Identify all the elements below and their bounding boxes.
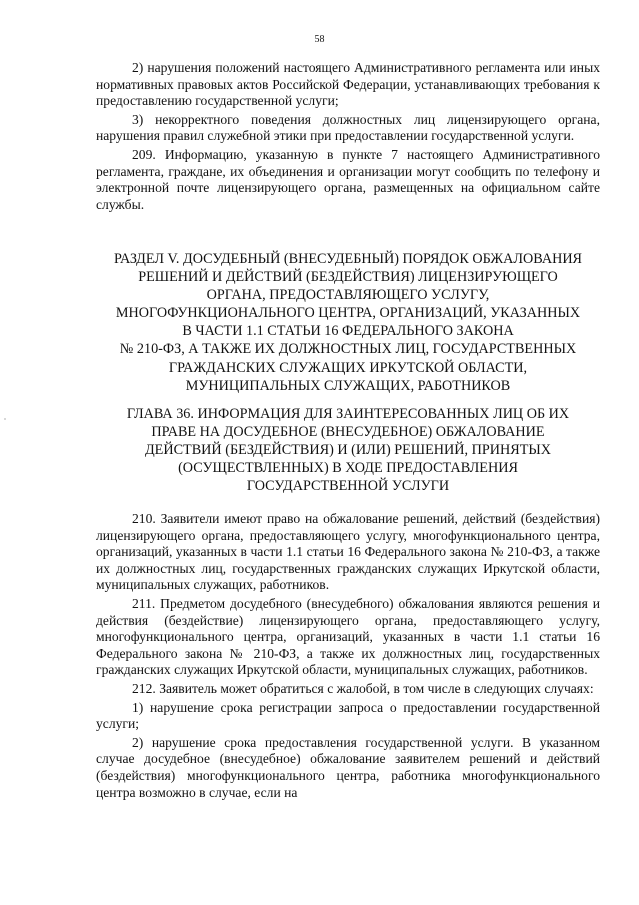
section-heading [96,250,600,395]
section-heading-line: МУНИЦИПАЛЬНЫХ СЛУЖАЩИХ, РАБОТНИКОВ [185,377,511,394]
paragraph-212-item-1: 1) нарушение срока регистрации запроса о предоставлении государственной услуги; [96,699,600,732]
chapter-heading-line: ГОСУДАРСТВЕННОЙ УСЛУГИ [246,478,450,495]
section-heading-line: РАЗДЕЛ V. ДОСУДЕБНЫЙ (ВНЕСУДЕБНЫЙ) ПОРЯДОК ОБЖАЛОВАНИЯ [113,251,583,267]
section-heading-line: ГРАЖДАНСКИХ СЛУЖАЩИХ ИРКУТСКОЙ ОБЛАСТИ, [168,359,528,376]
paragraph-212: 212. Заявитель может обратиться с жалобой, в том числе в следующих случаях: [132,680,594,696]
chapter-heading-line: ДЕЙСТВИЙ (БЕЗДЕЙСТВИЯ) И (ИЛИ) РЕШЕНИЙ, ПРИНЯТЫХ [145,442,551,459]
paragraph-item-2: 2) нарушения положений настоящего Административного регламента или иных нормативных правовых актов Российской Федерации, устанавливающих требования к предоставлению государственной услуги; [96,60,600,109]
section-heading-line: МНОГОФУНКЦИОНАЛЬНОГО ЦЕНТРА, ОРГАНИЗАЦИЙ, УКАЗАННЫХ [115,305,581,322]
page-number: 58 [314,34,325,45]
section-heading-line: ОРГАНА, ПРЕДОСТАВЛЯЮЩЕГО УСЛУГУ, [206,287,490,304]
paragraph-209: 209. Информацию, указанную в пункте 7 настоящего Административного регламента, граждане, их объединения и организации могут сообщить по телефону и электронной почте лицензирующего органа, размещенных на официальном сайте службы. [96,146,600,212]
paragraph-212-item-2: 2) нарушение срока предоставления государственной услуги. В указанном случае досудебное (внесудебное) обжалование заявителем решений и действий (бездействия) многофункционального центра, работника многофункционального центра возможно в случае, если на [96,734,600,800]
chapter-heading [96,405,600,495]
paragraph-item-3: 3) некорректного поведения должностных лиц лицензирующего органа, нарушения правил служебной этики при предоставлении государственной услуги. [96,111,600,144]
section-heading-line: В ЧАСТИ 1.1 СТАТЬИ 16 ФЕДЕРАЛЬНОГО ЗАКОНА [182,323,514,340]
chapter-heading-line: ГЛАВА 36. ИНФОРМАЦИЯ ДЛЯ ЗАИНТЕРЕСОВАННЫХ ЛИЦ ОБ ИХ [126,406,570,422]
chapter-heading-line: (ОСУЩЕСТВЛЕННЫХ) В ХОДЕ ПРЕДОСТАВЛЕНИЯ [178,460,518,477]
section-heading-line: РЕШЕНИЙ И ДЕЙСТВИЙ (БЕЗДЕЙСТВИЯ) ЛИЦЕНЗИРУЮЩЕГО [138,269,558,286]
paragraph-210: 210. Заявители имеют право на обжалование решений, действий (бездействия) лицензирующего органа, предоставляющего услугу, многофункционального центра, организаций, указанных в части 1.1 статьи 16 Федерального закона № 210-ФЗ, а также их должностных лиц, государственных гражданских служащих Иркутской области, муниципальных служащих, работников. [96,511,600,593]
chapter-heading-line: ПРАВЕ НА ДОСУДЕБНОЕ (ВНЕСУДЕБНОЕ) ОБЖАЛОВАНИЕ [151,424,545,441]
top-text-block [96,60,600,215]
section-heading-line: № 210-ФЗ, А ТАКЖЕ ИХ ДОЛЖНОСТНЫХ ЛИЦ, ГОСУДАРСТВЕННЫХ [119,341,577,358]
paragraph-211: 211. Предметом досудебного (внесудебного) обжалования являются решения и действия (бездействие) лицензирующего органа, предоставляющего услугу, многофункционального центра, организаций, указанных в части 1.1 статьи 16 Федерального закона № 210-ФЗ, а также их должностных лиц, государственных гражданских служащих Иркутской области, муниципальных служащих, работников. [96,595,600,678]
scan-speck [4,418,6,420]
bottom-text-block [96,511,600,803]
